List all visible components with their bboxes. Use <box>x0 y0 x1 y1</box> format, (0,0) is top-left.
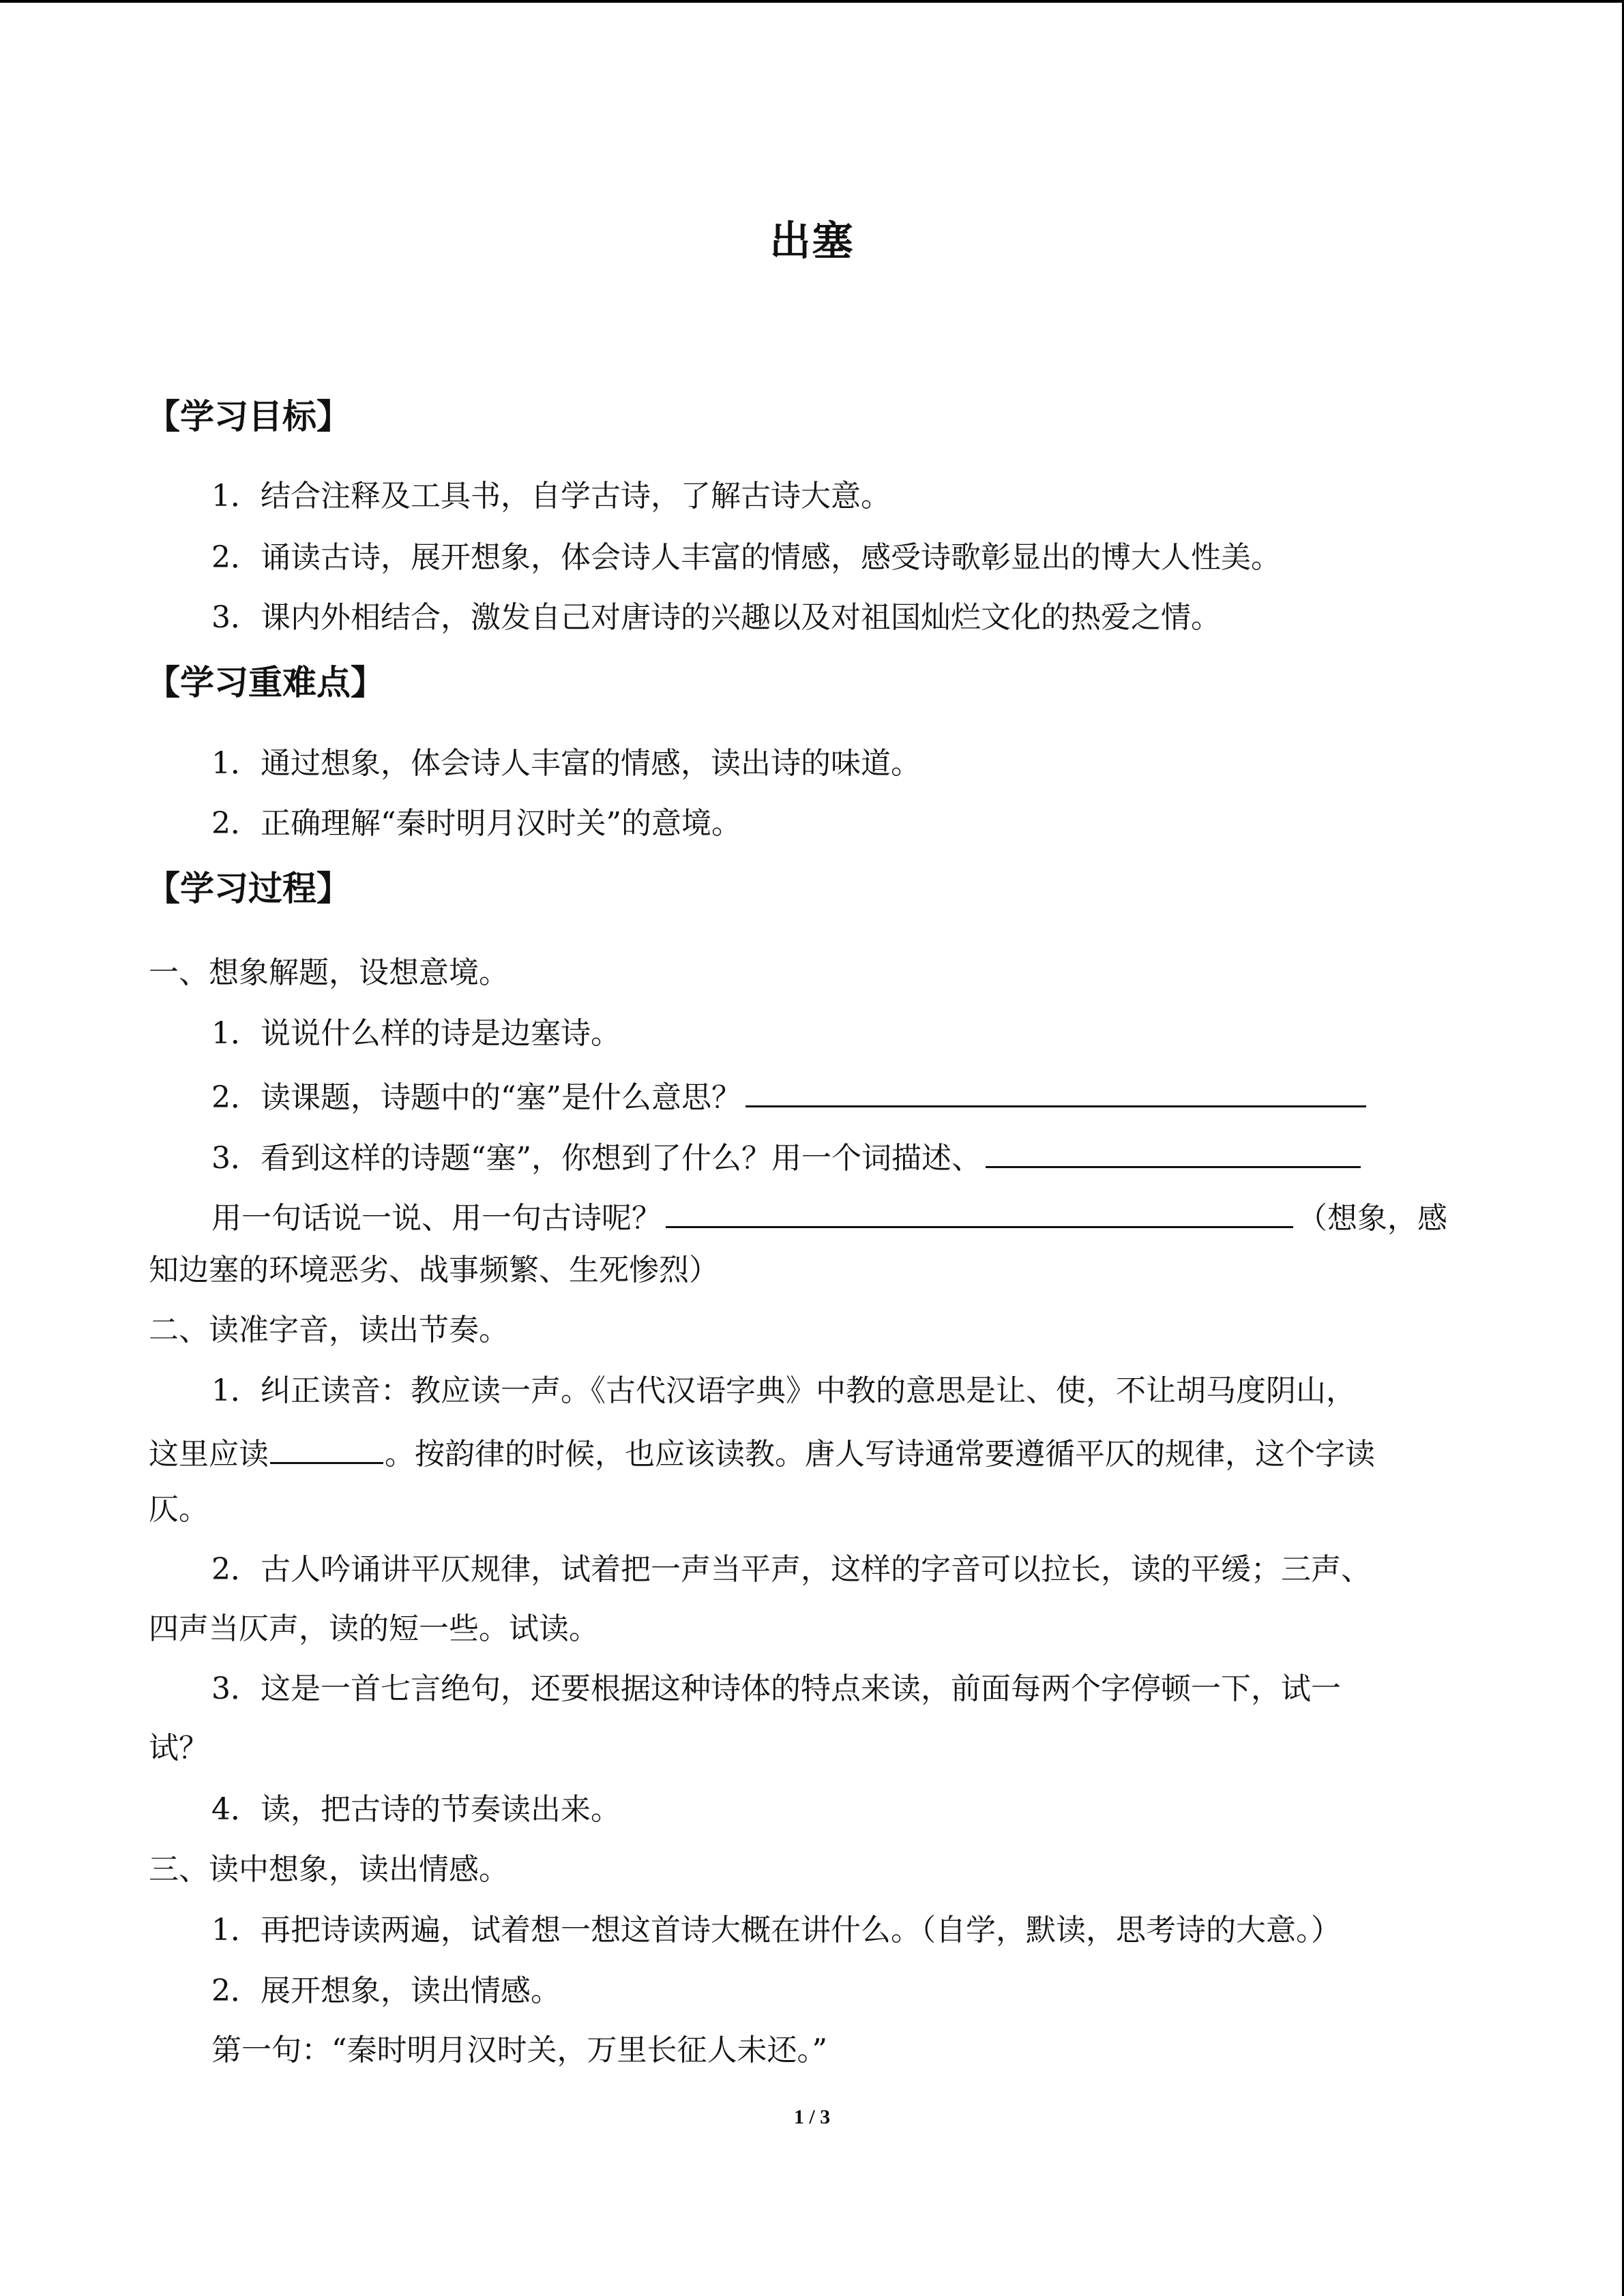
section-1-q3-row <box>211 1135 1365 1179</box>
answer-blank[interactable] <box>986 1135 1361 1168</box>
section-1-q1: 1．说说什么样的诗是边塞诗。 <box>211 1016 621 1051</box>
section-1-q3b-text: 用一句话说一说、用一句古诗呢？ <box>211 1201 662 1236</box>
key-point-1: 1．通过想象，体会诗人丰富的情感，读出诗的味道。 <box>211 746 921 781</box>
section-1-q3-text: 3．看到这样的诗题“塞”，你想到了什么？用一个词描述、 <box>211 1141 981 1176</box>
section-2-p3b: 试？ <box>149 1731 209 1765</box>
answer-blank[interactable] <box>270 1431 383 1464</box>
answer-blank[interactable] <box>745 1074 1366 1107</box>
section-1-title: 一、想象解题，设想意境。 <box>149 955 509 990</box>
heading-key-points: 【学习重难点】 <box>146 663 385 702</box>
goal-item-3: 3．课内外相结合，激发自己对唐诗的兴趣以及对祖国灿烂文化的热爱之情。 <box>211 600 1221 635</box>
section-2-p1b-row <box>149 1431 1375 1475</box>
answer-blank[interactable] <box>666 1195 1293 1228</box>
heading-process: 【学习过程】 <box>146 869 351 908</box>
section-2-p3a: 3．这是一首七言绝句，还要根据这种诗体的特点来读，前面每两个字停顿一下，试一 <box>211 1671 1341 1706</box>
section-1-q2-text: 2．读课题，诗题中的“塞”是什么意思？ <box>211 1080 741 1115</box>
section-3-p3: 第一句：“秦时明月汉时关，万里长征人未还。” <box>211 2033 827 2068</box>
section-1-q3-note-cont: 知边塞的环境恶劣、战事频繁、生死惨烈） <box>149 1253 719 1287</box>
section-3-p1: 1．再把诗读两遍，试着想一想这首诗大概在讲什么。（自学，默读，思考诗的大意。） <box>211 1913 1341 1948</box>
section-2-p4: 4．读，把古诗的节奏读出来。 <box>211 1792 621 1827</box>
goal-item-1: 1．结合注释及工具书，自学古诗，了解古诗大意。 <box>211 479 891 513</box>
section-1-q3b-row <box>211 1195 1447 1239</box>
section-2-p2a: 2．古人吟诵讲平仄规律，试着把一声当平声，这样的字音可以拉长，读的平缓；三声、 <box>211 1552 1371 1587</box>
section-2-p2b: 四声当仄声，读的短一些。试读。 <box>149 1611 599 1646</box>
section-2-title: 二、读准字音，读出节奏。 <box>149 1313 509 1347</box>
section-3-title: 三、读中想象，读出情感。 <box>149 1852 509 1887</box>
goal-item-2: 2．诵读古诗，展开想象，体会诗人丰富的情感，感受诗歌彰显出的博大人性美。 <box>211 540 1281 575</box>
page-title: 出塞 <box>769 218 855 265</box>
section-1-q2-row <box>211 1074 1370 1118</box>
section-2-p1b-post: 。按韵律的时候，也应该读教。唐人写诗通常要遵循平仄的规律，这个字读 <box>385 1437 1375 1472</box>
heading-goals: 【学习目标】 <box>146 397 351 436</box>
section-2-p1a: 1．纠正读音：教应读一声。《古代汉语字典》中教的意思是让、使，不让胡马度阴山， <box>211 1373 1356 1408</box>
section-3-p2: 2．展开想象，读出情感。 <box>211 1973 561 2008</box>
key-point-2: 2．正确理解“秦时明月汉时关”的意境。 <box>211 806 741 841</box>
page-number: 1 / 3 <box>793 2106 831 2128</box>
section-1-q3-note: （想象，感 <box>1297 1201 1447 1236</box>
section-2-p1c: 仄。 <box>149 1492 209 1527</box>
section-2-p1b-pre: 这里应读 <box>149 1437 269 1472</box>
